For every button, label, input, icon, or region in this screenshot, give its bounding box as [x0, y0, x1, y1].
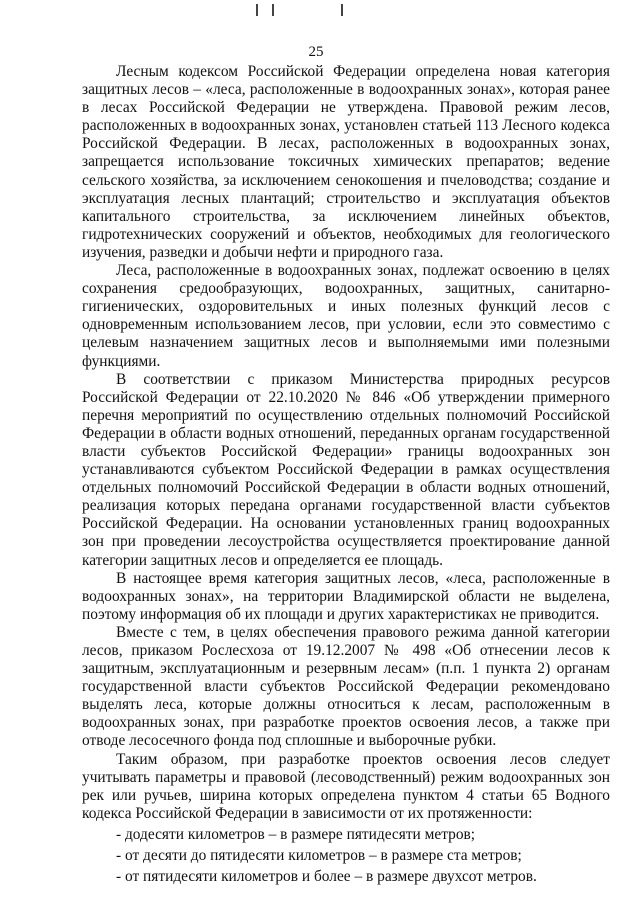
- list-item: - от пятидесяти километров и более – в размере двухсот метров.: [116, 868, 537, 886]
- distance-list: [82, 826, 610, 886]
- paragraph: Лесным кодексом Российской Федерации определена новая категория защитных лесов – «леса, расположенные в водоохранных зонах», которая ранее в лесах Российской Федерации не утверждена. Правовой режим лесов, расположенных в водоохранных зонах, установлен статьей 113 Лесного кодекса Российской Федерации. В лесах, расположенных в водоохранных зонах, запрещается использование токсичных химических препаратов; ведение сельского хозяйства, за исключением сенокошения и пчеловодства; создание и эксплуатация лесных плантаций; строительство и эксплуатация объектов капитального строительства, за исключением линейных объектов, гидротехнических сооружений и объектов, необходимых для геологического изучения, разведки и добычи нефти и природного газа.: [82, 63, 610, 261]
- scan-artifact: [272, 4, 274, 16]
- document-body: [82, 63, 610, 886]
- paragraph: В настоящее время категория защитных лесов, «леса, расположенные в водоохранных зонах», на территории Владимирской области не выделена, поэтому информация об их площади и других характеристиках не приводится.: [82, 569, 610, 623]
- page-number: 25: [308, 44, 324, 60]
- paragraph: Таким образом, при разработке проектов освоения лесов следует учитывать параметры и правовой (лесоводственный) режим водоохранных зон рек или ручьев, ширина которых определена пунктом 4 статьи 65 Водного кодекса Российской Федерации в зависимости от их протяженности:: [82, 750, 610, 822]
- paragraph: В соответствии с приказом Министерства природных ресурсов Российской Федерации от 22.10.2020 № 846 «Об утверждении примерного перечня мероприятий по осуществлению отдельных полномочий Российской Федерации в области водных отношений, переданных органам государственной власти субъектов Российской Федерации» границы водоохранных зон устанавливаются субъектом Российской Федерации в рамках осуществления отдельных полномочий Российской Федерации в области водных отношений, реализация которых передана органами государственной власти субъектов Российской Федерации. На основании установленных границ водоохранных зон при проведении лесоустройства осуществляется проектирование данной категории защитных лесов и определяется ее площадь.: [82, 370, 610, 569]
- scan-artifact: [341, 4, 343, 16]
- paragraph: Вместе с тем, в целях обеспечения правового режима данной категории лесов, приказом Рослесхоза от 19.12.2007 № 498 «Об отнесении лесов к защитным, эксплуатационным и резервным лесам» (п.п. 1 пункта 2) органам государственной власти субъектов Российской Федерации рекомендовано выделять леса, которые должны относиться к лесам, расположенным в водоохранных зонах, при разработке проектов освоения лесов, а также при отводе лесосечного фонда под сплошные и выборочные рубки.: [82, 623, 610, 750]
- list-item: - от десяти до пятидесяти километров – в размере ста метров;: [116, 847, 522, 865]
- paragraph: Леса, расположенные в водоохранных зонах, подлежат освоению в целях сохранения средообразующих, водоохранных, защитных, санитарно-гигиенических, оздоровительных и иных полезных функций лесов с одновременным использованием лесов, при условии, если это совместимо с целевым назначением защитных лесов и выполняемыми ими полезными функциями.: [82, 262, 610, 370]
- list-item: - додесяти километров – в размере пятидесяти метров;: [116, 825, 476, 843]
- scan-artifact: [256, 4, 258, 16]
